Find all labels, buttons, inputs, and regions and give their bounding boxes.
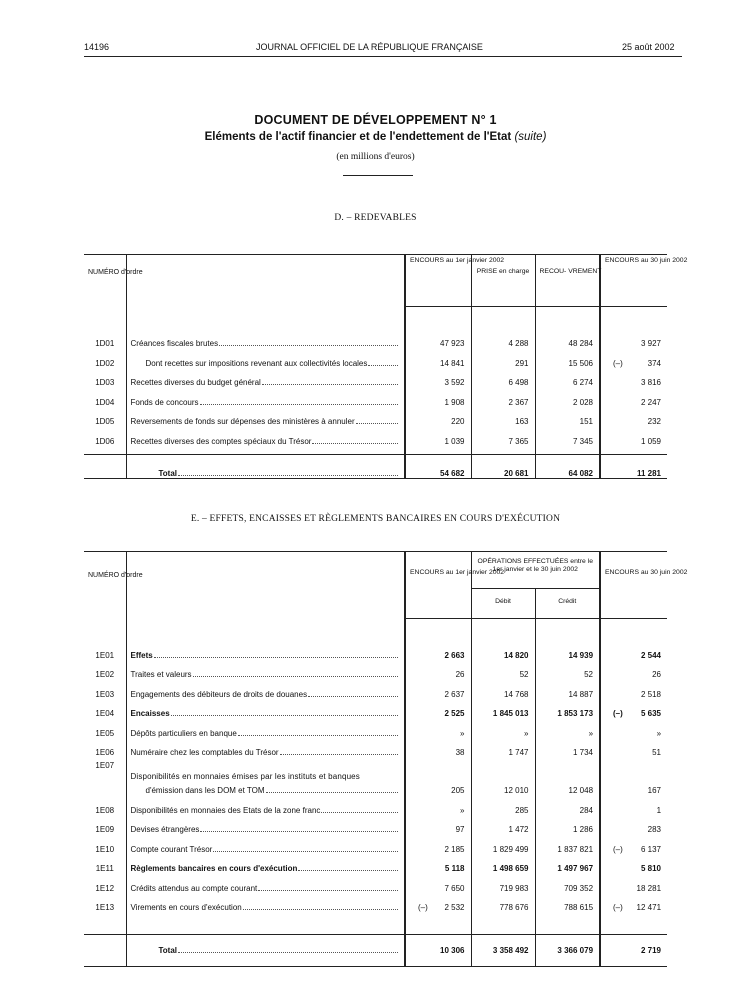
cell-encours-debut: [405, 329, 471, 349]
cell-credit: [535, 795, 600, 815]
negative-sign: (–): [613, 709, 623, 718]
cell-debit: [471, 873, 535, 893]
table-row: [84, 426, 667, 446]
cell-debit-value: »: [524, 728, 529, 738]
cell-encours-debut-value: 2 637: [444, 689, 465, 699]
cell-encours-debut: [405, 660, 471, 680]
cell-encours-fin: [600, 329, 667, 349]
cell-encours-debut-value: 3 592: [444, 378, 465, 387]
table-row: [84, 757, 667, 795]
row-label-cell: [126, 640, 405, 660]
header-operations: OPÉRATIONS EFFECTUÉES entre le 1er janvier et le 30 juin 2002: [471, 552, 600, 589]
cell-encours-fin: [600, 348, 667, 368]
row-code: 1E06: [95, 748, 115, 757]
cell-encours-debut: [405, 738, 471, 758]
cell-credit: [535, 718, 600, 738]
cell-encours-debut: [405, 718, 471, 738]
row-label: Disponibilités en monnaies des Etats de la zone franc: [130, 805, 321, 815]
row-code: 1E04: [95, 709, 115, 718]
cell-encours-fin-value: 5 635: [640, 709, 662, 718]
header-numero: NUMÉRO d'ordre: [88, 572, 143, 579]
cell-encours-debut-value: 14 841: [440, 358, 465, 368]
cell-encours-debut: [405, 873, 471, 893]
cell-encours-debut: [405, 368, 471, 388]
cell-encours-fin: [600, 368, 667, 388]
row-label-cell: [126, 368, 405, 388]
leader-dots: [219, 345, 398, 346]
cell-recouvrement: [535, 407, 600, 427]
issue-date: 25 août 2002: [622, 42, 675, 52]
cell-encours-fin: [600, 640, 667, 660]
row-code: 1E05: [95, 728, 115, 738]
cell-encours-debut-value: 220: [451, 417, 465, 426]
cell-encours-fin: [600, 660, 667, 680]
row-code: 1E10: [95, 844, 115, 854]
cell-debit: [471, 815, 535, 835]
cell-encours-debut: [405, 407, 471, 427]
cell-recouvrement-value: 6 274: [572, 378, 593, 387]
cell-encours-debut-value: 7 650: [444, 883, 465, 893]
row-label-cell: [126, 854, 405, 874]
cell-encours-debut: [405, 834, 471, 854]
row-label: Créances fiscales brutes: [130, 339, 219, 348]
row-code: 1E13: [95, 903, 115, 912]
header-encours-fin: ENCOURS au 30 juin 2002: [600, 255, 667, 307]
cell-encours-debut-value: 26: [455, 670, 465, 679]
cell-encours-fin-value: 2 544: [640, 650, 662, 660]
cell-debit: [471, 893, 535, 913]
page-number: 14196: [84, 42, 110, 52]
row-label-cell: [126, 893, 405, 913]
cell-encours-fin: [600, 718, 667, 738]
cell-debit-value: 1 747: [508, 748, 529, 757]
cell-encours-debut: [405, 640, 471, 660]
cell-encours-fin: [600, 679, 667, 699]
cell-debit-value: 1 845 013: [492, 709, 529, 718]
row-label: Fonds de concours: [130, 397, 199, 407]
cell-encours-fin-value: 51: [652, 748, 662, 757]
cell-credit-value: 709 352: [564, 883, 594, 893]
table-row: [84, 660, 667, 680]
cell-encours-debut-value: 97: [455, 825, 465, 834]
cell-encours-fin-value: 1 059: [640, 436, 661, 446]
cell-encours-fin-value: 374: [647, 358, 661, 368]
row-label: Numéraire chez les comptables du Trésor: [130, 748, 279, 757]
row-label-cell: [126, 387, 405, 407]
cell-encours-debut-value: 1 908: [444, 397, 465, 407]
table-row: [84, 738, 667, 758]
row-label: Recettes diverses des comptes spéciaux du Trésor: [130, 436, 312, 446]
row-code: 1D02: [95, 358, 115, 368]
cell-encours-fin: [600, 873, 667, 893]
cell-encours-debut-value: 2 525: [444, 709, 465, 718]
table-row: [84, 368, 667, 388]
row-code: 1E07: [95, 761, 115, 770]
total-credit: 3 366 079: [535, 935, 600, 967]
cell-encours-fin-value: 232: [647, 417, 661, 426]
header-debit: Débit: [471, 589, 535, 619]
row-label: Traites et valeurs: [130, 670, 192, 679]
table-total-row: [84, 454, 667, 478]
cell-encours-fin: [600, 426, 667, 446]
cell-prise-value: 163: [515, 417, 529, 426]
cell-prise-value: 4 288: [508, 339, 529, 348]
cell-prise: [471, 348, 535, 368]
leader-dots: [200, 404, 398, 405]
cell-encours-fin-value: 12 471: [636, 903, 662, 912]
leader-dots: [258, 890, 398, 891]
row-code: 1E03: [95, 689, 115, 699]
cell-credit: [535, 893, 600, 913]
cell-prise: [471, 368, 535, 388]
row-label: Virements en cours d'exécution: [130, 903, 242, 912]
row-code: 1D05: [95, 417, 115, 426]
header-label: [126, 552, 405, 619]
table-row: [84, 640, 667, 660]
negative-sign: (–): [613, 844, 623, 854]
negative-sign: (–): [613, 903, 623, 912]
cell-encours-fin: [600, 407, 667, 427]
cell-credit: [535, 640, 600, 660]
cell-debit: [471, 679, 535, 699]
negative-sign: (–): [418, 903, 428, 912]
cell-encours-fin: [600, 738, 667, 758]
cell-encours-fin: [600, 757, 667, 795]
header-encours-fin: ENCOURS au 30 juin 2002: [600, 552, 667, 619]
cell-encours-debut-value: 38: [455, 748, 465, 757]
document-subtitle: [0, 131, 751, 143]
cell-prise: [471, 426, 535, 446]
total-prise: 20 681: [471, 454, 535, 478]
total-label: Total: [158, 468, 178, 478]
row-label: Reversements de fonds sur dépenses des ministères à annuler: [130, 417, 355, 426]
cell-encours-debut: [405, 426, 471, 446]
row-label: Recettes diverses du budget général: [130, 378, 261, 387]
cell-encours-fin-value: »: [656, 728, 662, 738]
header-credit: Crédit: [535, 589, 600, 619]
cell-encours-fin: [600, 387, 667, 407]
cell-encours-fin-value: 1: [656, 805, 662, 815]
cell-encours-fin-value: 2 247: [640, 397, 661, 407]
cell-debit-value: 52: [519, 670, 529, 679]
cell-debit-value: 1 829 499: [492, 844, 529, 854]
cell-credit-value: 1 853 173: [557, 709, 594, 718]
cell-prise-value: 291: [515, 358, 529, 368]
cell-encours-debut-value: 1 039: [444, 436, 465, 446]
cell-encours-debut: [405, 348, 471, 368]
cell-prise: [471, 387, 535, 407]
table-row: [84, 854, 667, 874]
row-label-cell: [126, 407, 405, 427]
leader-dots: [298, 870, 398, 871]
header-encours-debut: ENCOURS au 1er janvier 2002: [405, 255, 471, 307]
cell-credit: [535, 660, 600, 680]
redevables-table: [84, 254, 688, 479]
running-header: [0, 42, 751, 54]
row-label-cell: [126, 348, 405, 368]
cell-encours-debut: [405, 893, 471, 913]
cell-debit-value: 12 010: [504, 786, 529, 795]
cell-encours-debut-value: 2 185: [444, 844, 465, 854]
cell-encours-fin-value: 18 281: [636, 883, 662, 893]
leader-dots: [262, 384, 398, 385]
cell-debit: [471, 718, 535, 738]
cell-encours-debut: [405, 699, 471, 719]
row-label-cell: [126, 718, 405, 738]
cell-encours-fin-value: 26: [652, 670, 662, 679]
cell-credit: [535, 699, 600, 719]
cell-encours-fin-value: 6 137: [640, 844, 662, 854]
leader-dots: [266, 792, 398, 793]
subtitle-text: Eléments de l'actif financier et de l'endettement de l'Etat: [204, 131, 512, 143]
row-code: 1D03: [95, 378, 115, 387]
cell-encours-fin-value: 283: [647, 825, 662, 834]
cell-credit-value: 52: [584, 670, 594, 679]
title-rule: [343, 175, 413, 176]
cell-encours-debut: [405, 387, 471, 407]
effets-table: [84, 551, 688, 967]
header-label: [126, 255, 405, 307]
total-encours-debut: 54 682: [405, 454, 471, 478]
leader-dots: [308, 696, 398, 697]
cell-debit: [471, 854, 535, 874]
leader-dots: [154, 657, 398, 658]
leader-dots: [312, 443, 398, 444]
cell-recouvrement-value: 15 506: [568, 358, 593, 368]
row-code: 1E08: [95, 805, 115, 815]
row-label-cell: [126, 329, 405, 349]
row-label-cell: [126, 679, 405, 699]
row-label-cell: [126, 795, 405, 815]
cell-encours-fin: [600, 893, 667, 913]
leader-dots: [193, 676, 398, 677]
subtitle-suffix: (suite): [514, 131, 547, 143]
cell-encours-fin: [600, 854, 667, 874]
row-label-line2: d'émission dans les DOM et TOM: [145, 786, 265, 795]
negative-sign: (–): [613, 358, 623, 368]
cell-encours-fin-value: 167: [647, 786, 662, 795]
cell-credit: [535, 679, 600, 699]
cell-encours-debut: [405, 757, 471, 795]
cell-encours-fin: [600, 815, 667, 835]
cell-debit: [471, 738, 535, 758]
header-encours-debut: ENCOURS au 1er janvier 2002: [405, 552, 471, 619]
cell-credit-value: 1 837 821: [557, 844, 594, 854]
cell-encours-fin-value: 5 810: [640, 864, 662, 873]
document-title: DOCUMENT DE DÉVELOPPEMENT N° 1: [254, 113, 497, 127]
row-label-cell: [126, 834, 405, 854]
cell-debit-value: 14 820: [504, 650, 529, 660]
cell-encours-debut-value: »: [460, 805, 465, 815]
cell-prise-value: 7 365: [508, 436, 529, 446]
cell-encours-debut: [405, 795, 471, 815]
table-row: [84, 387, 667, 407]
total-debit: 3 358 492: [471, 935, 535, 967]
leader-dots: [243, 909, 398, 910]
cell-credit: [535, 873, 600, 893]
row-code: 1E09: [95, 825, 115, 834]
table-row: [84, 718, 667, 738]
row-code: 1D01: [95, 339, 115, 348]
unit-note: (en millions d'euros): [336, 152, 415, 162]
row-label-cell: [126, 738, 405, 758]
row-label-cell: [126, 757, 405, 795]
row-label: Devises étrangères: [130, 825, 200, 834]
table-row: [84, 407, 667, 427]
leader-dots: [200, 831, 398, 832]
leader-dots: [238, 735, 398, 736]
cell-debit-value: 719 983: [499, 883, 529, 893]
cell-credit-value: 12 048: [568, 786, 594, 795]
cell-encours-fin-value: 2 518: [640, 689, 662, 699]
leader-dots: [280, 754, 398, 755]
redevables-body: [84, 329, 667, 455]
cell-credit-value: 1 286: [572, 825, 594, 834]
cell-encours-debut-value: 47 923: [440, 339, 465, 348]
cell-credit-value: »: [588, 728, 594, 738]
journal-title: JOURNAL OFFICIEL DE LA RÉPUBLIQUE FRANÇAISE: [256, 42, 483, 52]
cell-debit: [471, 757, 535, 795]
row-code: 1E01: [95, 650, 115, 660]
cell-credit: [535, 834, 600, 854]
row-label-cell: [126, 426, 405, 446]
cell-debit: [471, 834, 535, 854]
cell-credit: [535, 738, 600, 758]
cell-credit-value: 284: [579, 805, 594, 815]
cell-debit-value: 14 768: [504, 689, 529, 699]
cell-encours-debut-value: 5 118: [444, 864, 465, 873]
cell-credit-value: 1 734: [572, 748, 594, 757]
total-recouvrement: 64 082: [535, 454, 600, 478]
row-code: 1E12: [95, 883, 115, 893]
table-row: [84, 815, 667, 835]
cell-recouvrement: [535, 426, 600, 446]
cell-recouvrement: [535, 329, 600, 349]
cell-credit-value: 14 887: [568, 689, 594, 699]
cell-debit: [471, 640, 535, 660]
row-label-cell: [126, 699, 405, 719]
cell-credit: [535, 815, 600, 835]
cell-encours-debut-value: 2 532: [444, 903, 465, 912]
cell-debit-value: 778 676: [499, 903, 529, 912]
total-encours-fin: 11 281: [600, 454, 667, 478]
table-row: [84, 329, 667, 349]
cell-encours-debut-value: 205: [451, 786, 465, 795]
row-label: Dépôts particuliers en banque: [130, 728, 237, 738]
cell-credit-value: 14 939: [568, 650, 594, 660]
cell-recouvrement: [535, 348, 600, 368]
row-code: 1E11: [95, 864, 114, 873]
cell-encours-fin: [600, 834, 667, 854]
cell-encours-fin: [600, 699, 667, 719]
row-label-line1: Disponibilités en monnaies émises par les instituts et banques: [130, 772, 360, 781]
header-prise: PRISE en charge: [471, 255, 535, 307]
row-label-cell: [126, 660, 405, 680]
cell-credit: [535, 757, 600, 795]
leader-dots: [368, 365, 398, 366]
cell-credit: [535, 854, 600, 874]
cell-encours-fin-value: 3 927: [640, 339, 661, 348]
header-rule: [84, 56, 682, 57]
cell-recouvrement-value: 48 284: [568, 339, 593, 348]
effets-body: [84, 640, 667, 935]
total-label: Total: [158, 946, 178, 955]
section-e-heading: E. – EFFETS, ENCAISSES ET RÈGLEMENTS BANCAIRES EN COURS D'EXÉCUTION: [190, 514, 561, 524]
header-recouvrement: RECOU- VREMENT: [535, 255, 600, 307]
table-row: [84, 348, 667, 368]
cell-prise-value: 6 498: [508, 378, 529, 387]
row-label: Dont recettes sur impositions revenant aux collectivités locales: [145, 358, 368, 368]
cell-encours-fin-value: 3 816: [640, 378, 661, 387]
cell-encours-debut: [405, 815, 471, 835]
cell-recouvrement-value: 2 028: [572, 397, 593, 407]
cell-credit-value: 788 615: [564, 903, 594, 912]
total-encours-debut: 10 306: [405, 935, 471, 967]
cell-recouvrement-value: 151: [579, 417, 593, 426]
cell-encours-fin: [600, 795, 667, 815]
row-label: Compte courant Trésor: [130, 844, 213, 854]
cell-prise: [471, 329, 535, 349]
cell-debit-value: 1 498 659: [492, 864, 529, 873]
leader-dots: [171, 715, 398, 716]
table-row: [84, 699, 667, 719]
cell-encours-debut-value: »: [460, 728, 465, 738]
table-row: [84, 795, 667, 815]
cell-debit: [471, 660, 535, 680]
row-label-cell: [126, 873, 405, 893]
section-d-heading: D. – REDEVABLES: [334, 213, 417, 223]
row-label: Engagements des débiteurs de droits de douanes: [130, 689, 308, 699]
table-row: [84, 893, 667, 913]
cell-encours-debut-value: 2 663: [444, 650, 465, 660]
cell-debit: [471, 795, 535, 815]
row-label: Règlements bancaires en cours d'exécution: [130, 864, 298, 873]
row-code: 1E02: [95, 670, 115, 679]
cell-recouvrement: [535, 387, 600, 407]
cell-debit-value: 1 472: [508, 825, 529, 834]
row-label-cell: [126, 815, 405, 835]
cell-prise: [471, 407, 535, 427]
cell-debit: [471, 699, 535, 719]
table-row: [84, 873, 667, 893]
row-code: 1D04: [95, 397, 115, 407]
cell-encours-debut: [405, 679, 471, 699]
row-code: 1D06: [95, 436, 115, 446]
leader-dots: [321, 812, 398, 813]
cell-recouvrement-value: 7 345: [572, 436, 593, 446]
table-row: [84, 679, 667, 699]
cell-recouvrement: [535, 368, 600, 388]
cell-encours-debut: [405, 854, 471, 874]
cell-prise-value: 2 367: [508, 397, 529, 407]
table-total-row: [84, 935, 667, 967]
leader-dots: [356, 423, 398, 424]
table-row: [84, 834, 667, 854]
row-label: Encaisses: [130, 709, 170, 718]
row-label: Effets: [130, 650, 153, 660]
leader-dots: [213, 851, 398, 852]
total-encours-fin: 2 719: [600, 935, 667, 967]
row-label: Crédits attendus au compte courant: [130, 883, 258, 893]
header-numero: NUMÉRO d'ordre: [88, 269, 143, 276]
cell-credit-value: 1 497 967: [557, 864, 594, 873]
cell-debit-value: 285: [515, 805, 529, 815]
